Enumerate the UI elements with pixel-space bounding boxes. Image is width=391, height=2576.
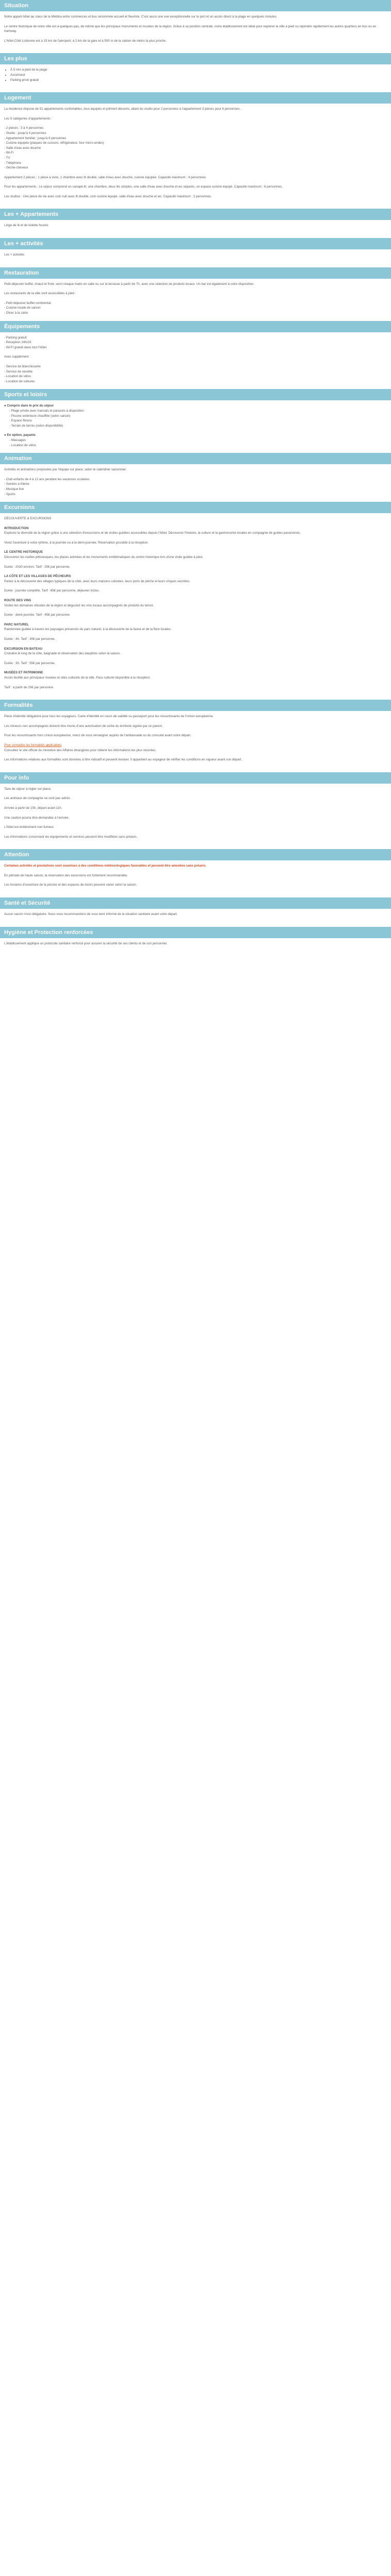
list-item: - TV	[4, 156, 10, 160]
excursion-heading: INTRODUCTION	[4, 526, 29, 530]
section-header-pour-info: Pour info	[0, 772, 391, 784]
section-header-les-plus: Les plus	[0, 53, 391, 64]
section-header-attention: Attention	[0, 849, 391, 860]
list-item: - Salle d'eau avec douche	[4, 146, 41, 150]
sports-list	[9, 438, 387, 448]
excursion-text: Vivez l'aventure à votre rythme, à la journée ou à la demi-journée. Réservation possible à la réception.	[4, 540, 149, 545]
appartements-text: Linge de lit et de toilette fournis	[4, 224, 48, 228]
list-item: - Wi-Fi gratuit dans tout l'hôtel	[4, 345, 46, 349]
list-item: • Ascenseur	[10, 73, 387, 78]
section-header-sante: Santé et Sécurité	[0, 897, 391, 909]
list-item: - Cuisine équipée (plaques de cuisson, réfrigérateur, four micro-ondes)	[4, 141, 104, 145]
sports-subheading: ● En option, payants	[4, 433, 36, 437]
excursion-text: Accès facilité aux principaux musées et sites culturels de la ville. Pass culturel disponible à la réception.	[4, 675, 151, 680]
list-item: - Service de navette	[4, 369, 33, 374]
excursion-text: Durée : journée complète. Tarif : 65€ par personne, déjeuner inclus.	[4, 589, 100, 593]
hygiene-text: L'établissement applique un protocole sanitaire renforcé pour assurer la sécurité de ses clients et de son personnel.	[4, 941, 168, 945]
formalites-text: Consultez le site officiel du ministère des Affaires étrangères pour obtenir les informations les plus récentes.	[4, 748, 156, 752]
restauration-block	[0, 279, 391, 321]
list-item: - Téléphone	[4, 161, 21, 165]
les-plus-block	[0, 64, 391, 92]
list-item: - Musique live	[4, 487, 24, 491]
logement-list	[4, 126, 387, 170]
formalites-text: Les informations relatives aux formalités sont données à titre indicatif et peuvent évoluer. Il appartient au voyageur de vérifier les conditions en vigueur avant son départ.	[4, 758, 242, 762]
list-item: - Club enfants de 4 à 12 ans pendant les vacances scolaires	[4, 477, 90, 481]
attention-text: Les horaires d'ouverture de la piscine et des espaces de loisirs peuvent varier selon la saison.	[4, 883, 137, 887]
pour-info-text: Une caution pourra être demandée à l'arrivée.	[4, 816, 70, 820]
appartements-block	[0, 220, 391, 238]
attention-text: En période de haute saison, la réservation des excursions est fortement recommandée.	[4, 873, 128, 877]
equipements-block	[0, 332, 391, 389]
list-item: - Sèche-cheveux	[4, 166, 28, 170]
excursions-subtitle: DÉCOUVERTE & EXCURSIONS	[4, 517, 52, 521]
sante-text: Aucun vaccin n'est obligatoire. Nous vous recommandons de vous tenir informé de la situation sanitaire avant votre départ.	[4, 912, 178, 917]
list-item: - Cuisine locale de saison	[4, 306, 41, 310]
sports-list	[9, 409, 387, 428]
pour-info-block	[0, 784, 391, 850]
animation-list	[4, 477, 387, 497]
excursion-heading: LA CÔTE ET LES VILLAGES DE PÊCHEURS	[4, 574, 71, 579]
excursion-text: Durée : 3h. Tarif : 55€ par personne.	[4, 661, 56, 665]
animation-block	[0, 464, 391, 502]
list-item: - Location de vélos	[9, 443, 36, 447]
list-item: - Massages	[9, 438, 26, 442]
section-header-animation: Animation	[0, 453, 391, 464]
situation-text: Notre appart-hôtel au cœur de la Médina entre commerces et bus renommée accueil et fleuriste. C'est aussi une vue exceptionnelle sur le port et un accès direct à la plage en quelques minutes.	[4, 15, 278, 19]
list-item: - Parking gratuit	[4, 335, 27, 340]
section-header-restauration: Restauration	[0, 267, 391, 279]
list-item: - Dîner à la carte	[4, 311, 28, 315]
excursion-text: Randonnée guidée à travers les paysages préservés du parc naturel, à la découverte de la faune et de la flore locales.	[4, 628, 172, 632]
excursion-text: Croisière le long de la côte, baignade et observation des dauphins selon la saison.	[4, 652, 121, 656]
excursion-text: Explorez la diversité de la région grâce à une sélection d'excursions et de visites guidées accessibles depuis l'hôtel. Découvrez l'histoire, la culture et la gastronomie locales en compagnie de guides passionnés.	[4, 531, 301, 535]
equipements-list	[4, 335, 387, 350]
formalites-link[interactable]: Pour connaître les formalités applicables	[4, 743, 62, 747]
equipements-extra-list	[4, 364, 387, 384]
logement-block	[0, 104, 391, 209]
logement-text: La résidence dispose de 51 appartements confortables, tous équipés et joliment décorés, allant du studio pour 2 personnes à l'appartement 3 pièces pour 6 personnes.	[4, 107, 241, 111]
pour-info-text: Taxe de séjour à régler sur place.	[4, 787, 52, 791]
list-item: - Soirées à thème	[4, 482, 29, 486]
attention-text: Certaines activités et prestations sont soumises à des conditions météorologiques favorables et peuvent être annulées sans préavis.	[4, 864, 207, 868]
list-item: - Espace fitness	[9, 419, 32, 423]
list-item: - Sports	[4, 492, 15, 496]
excursion-heading: LE CENTRE HISTORIQUE	[4, 550, 43, 554]
section-header-activites: Les + activités	[0, 238, 391, 249]
section-header-logement: Logement	[0, 92, 391, 104]
situation-text: Le centre historique de notre ville est à quelques pas, de même que les principaux monuments et musées de la région. Grâce à sa position centrale, notre établissement est idéal pour explorer la ville à pied ou rejoindre rapidement les autres quartiers en bus ou en tramway.	[4, 24, 377, 33]
logement-text: Pour les appartements : Le séjour comprend un canapé-lit, une chambre, deux lits simples, une salle d'eau avec douche et wc séparés, un espace cuisine équipé. Capacité maximum : 6 personnes.	[4, 185, 283, 189]
restauration-list	[4, 301, 387, 316]
animation-text: Activités et animations proposées par l'équipe sur place, selon le calendrier saisonnier.	[4, 468, 127, 472]
list-item: - Piscine extérieure chauffée (selon saison)	[9, 414, 71, 418]
restauration-text: Petit-déjeuner buffet, chaud et froid, servi chaque matin en salle ou sur la terrasse à partir de 7h, avec une sélection de produits locaux. Un bar est également à votre disposition.	[4, 282, 255, 286]
sports-subheading: ● Compris dans le prix du séjour	[4, 404, 54, 408]
excursion-text: Tarif : à partir de 20€ par personne.	[4, 685, 54, 689]
formalites-text: Pièce d'identité obligatoire pour tous les voyageurs. Carte d'identité en cours de validité ou passeport pour les ressortissants de l'Union européenne.	[4, 715, 214, 719]
list-item: • Parking privé gratuit	[10, 78, 387, 83]
section-header-situation: Situation	[0, 0, 391, 11]
page	[0, 0, 391, 956]
excursion-text: Durée : demi-journée. Tarif : 45€ par personne.	[4, 613, 71, 617]
section-header-excursions: Excursions	[0, 502, 391, 513]
pour-info-text: Les animaux de compagnie ne sont pas admis.	[4, 796, 71, 801]
excursions-block	[0, 513, 391, 700]
excursion-heading: ROUTE DES VINS	[4, 599, 31, 603]
section-header-sports: Sports et loisirs	[0, 389, 391, 400]
equipements-text: Avec supplément :	[4, 355, 30, 359]
activites-text: Les + activités	[4, 253, 25, 257]
excursion-text: Visitez les domaines viticoles de la région et dégustez les vins locaux accompagnés de produits du terroir.	[4, 603, 154, 607]
list-item: • À 5 min à pied de la plage	[10, 67, 387, 73]
pour-info-text: L'hôtel est entièrement non-fumeur.	[4, 825, 55, 829]
excursion-text: Partez à la découverte des villages typiques de la côte, avec leurs maisons colorées, leurs ports de pêche et leurs criques secrètes.	[4, 579, 190, 583]
section-header-equipements: Équipements	[0, 321, 391, 332]
restauration-text: Les restaurants de la ville sont accessibles à pied :	[4, 292, 76, 296]
formalites-block	[0, 711, 391, 772]
section-header-hygiene: Hygiène et Protection renforcées	[0, 927, 391, 938]
excursion-text: Découvrez les ruelles pittoresques, les places animées et les monuments emblématiques du centre historique lors d'une visite guidée à pied.	[4, 555, 203, 560]
formalites-text: Pour les ressortissants hors Union européenne, merci de vous renseigner auprès de l'ambassade ou du consulat avant votre départ.	[4, 734, 191, 738]
excursion-text: Durée : 4h. Tarif : 30€ par personne.	[4, 637, 56, 641]
list-item: - Location de voitures	[4, 379, 35, 383]
excursion-text: Durée : 2h30 environ. Tarif : 25€ par personne.	[4, 565, 71, 569]
excursion-heading: EXCURSION EN BATEAU	[4, 647, 43, 651]
list-item: - Réception 24h/24	[4, 341, 31, 345]
list-item: - 2 pièces : 3 à 4 personnes	[4, 126, 44, 130]
hygiene-block	[0, 938, 391, 956]
logement-text: Les 5 catégories d'appartements :	[4, 116, 53, 121]
list-item: - Location de vélos	[4, 375, 31, 379]
excursion-heading: MUSÉES ET PATRIMOINE	[4, 671, 43, 675]
list-item: - Wi-Fi	[4, 151, 14, 155]
list-item: - Service de blanchisserie	[4, 365, 41, 368]
formalites-text: Les mineurs non accompagnés doivent être munis d'une autorisation de sortie du territoire signée par un parent.	[4, 724, 163, 728]
excursion-heading: PARC NATUREL	[4, 622, 29, 626]
logement-text: Appartement 2 pièces : 1 pièce à vivre, 1 chambre avec lit double, salle d'eau avec douche, cuisine équipée. Capacité maximum : 4 personnes.	[4, 175, 207, 179]
logement-text: Les studios : Une pièce de vie avec coin nuit avec lit double, coin cuisine équipé, salle d'eau avec douche et wc. Capacité maximum : 2 personnes.	[4, 194, 212, 198]
list-item: - Terrain de tennis (selon disponibilité)	[9, 423, 63, 428]
section-header-formalites: Formalités	[0, 700, 391, 711]
activites-block	[0, 249, 391, 267]
sports-block	[0, 400, 391, 453]
situation-block	[0, 11, 391, 53]
sante-block	[0, 909, 391, 927]
list-item: - Studio : jusqu'à 4 personnes	[4, 131, 46, 135]
list-item: - Petit déjeuner buffet continental	[4, 301, 51, 305]
pour-info-text: Arrivée à partir de 15h, départ avant 11h.	[4, 806, 62, 810]
situation-text: L'hôtel Côté Lisbonne est à 15 km de l'aéroport, à 2 km de la gare et à 500 m de la station de métro la plus proche.	[4, 39, 167, 43]
les-plus-list	[4, 67, 387, 82]
pour-info-text: Les informations concernant les équipements et services peuvent être modifiées sans préavis.	[4, 835, 138, 839]
list-item: - Plage privée avec transats et parasols à disposition	[9, 409, 84, 413]
attention-block	[0, 860, 391, 897]
list-item: - Appartement familial : jusqu'à 6 personnes	[4, 136, 67, 140]
section-header-appartements: Les + Appartements	[0, 209, 391, 220]
